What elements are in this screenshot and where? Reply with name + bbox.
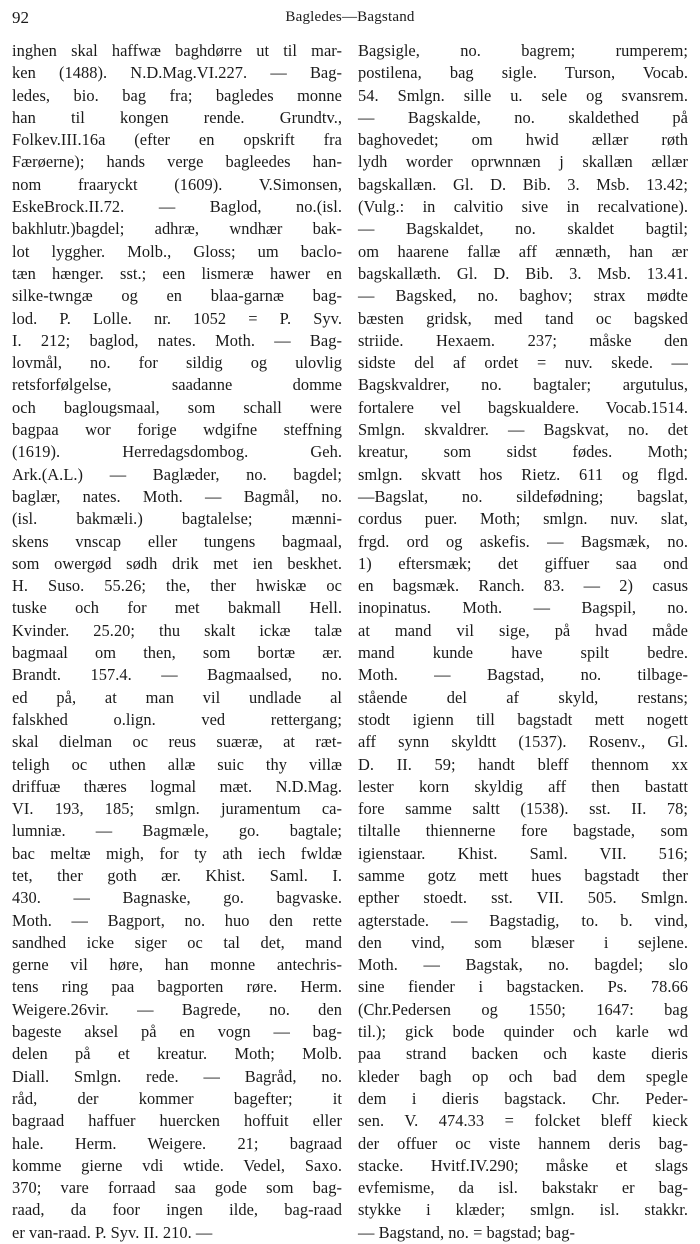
text-line: bakhlutr.)bagdel; adhræ, wndhær bak- xyxy=(12,219,342,239)
text-line: den vind, som blæser i sejlene. xyxy=(358,932,688,952)
text-line: epther stoedt. sst. VII. 505. Smlgn. xyxy=(358,888,688,908)
text-line: EskeBrock.II.72. — Baglod, no.(isl. xyxy=(12,197,342,217)
text-line: bac meltæ migh, for ty ath iech fwldæ xyxy=(12,843,342,863)
text-line: lester korn skyldig aff then bastatt xyxy=(358,776,688,796)
text-line: teligh oc uthen allæ suic thy villæ xyxy=(12,754,342,774)
text-line: Bagsigle, no. bagrem; rumperem; xyxy=(358,41,688,60)
text-line: Moth. — Bagstak, no. bagdel; slo xyxy=(358,955,688,975)
text-line: lovmål, no. for sildig og ulovlig xyxy=(12,353,342,373)
text-line: silke-twngæ og en blaa-garnæ bag- xyxy=(12,286,342,306)
text-line: Ark.(A.L.) — Baglæder, no. bagdel; xyxy=(12,464,342,484)
text-line: och baglougsmaal, som schall were xyxy=(12,397,342,417)
text-line: nom fraaryckt (1609). V.Simonsen, xyxy=(12,174,342,194)
text-line: Weigere.26vir. — Bagrede, no. den xyxy=(12,999,342,1019)
text-line: — Bagskalde, no. skaldethed på xyxy=(358,107,688,127)
left-column xyxy=(12,40,342,1242)
text-line: —Bagslat, no. sildefødning; bagslat, xyxy=(358,486,688,506)
text-line: I. 212; baglod, nates. Moth. — Bag- xyxy=(12,330,342,350)
text-line: falskhed o.lign. ved rettergang; xyxy=(12,709,342,729)
text-line: sine fiender i bagstacken. Ps. 78.66 xyxy=(358,977,688,997)
text-line: bagskallæn. Gl. D. Bib. 3. Msb. 13.42; xyxy=(358,174,688,194)
text-line: skens vnscap eller tungens bagmaal, xyxy=(12,531,342,551)
text-line: han til kongen rende. Grundtv., xyxy=(12,107,342,127)
text-line: tuske och for met bakmall Hell. xyxy=(12,598,342,618)
text-line: baglær, nates. Moth. — Bagmål, no. xyxy=(12,486,342,506)
text-line: ledes, bio. bag fra; bagledes monne xyxy=(12,85,342,105)
text-line: inopinatus. Moth. — Bagspil, no. xyxy=(358,598,688,618)
text-line: inghen skal haffwæ baghdørre ut til mar- xyxy=(12,41,342,60)
text-line: råd, der kommer bagefter; it xyxy=(12,1088,342,1108)
text-line: Diall. Smlgn. rede. — Bagråd, no. xyxy=(12,1066,342,1086)
running-head: Bagledes—Bagstand xyxy=(285,9,415,25)
text-line: cordus puer. Moth; smlgn. nuv. slat, xyxy=(358,509,688,529)
text-line: evfemisme, da isl. bakstakr er bag- xyxy=(358,1178,688,1198)
text-line: Smlgn. skvaldrer. — Bagskvat, no. det xyxy=(358,420,688,440)
text-line: igienstaar. Khist. Saml. VII. 516; xyxy=(358,843,688,863)
text-line: (isl. bakmæli.) bagtalelse; mænni- xyxy=(12,509,342,529)
text-line: Folkev.III.16a (efter en opskrift fra xyxy=(12,130,342,150)
text-line: der offuer oc viste hannem deris bag- xyxy=(358,1133,688,1153)
text-line: smlgn. skvatt hos Rietz. 611 og flgd. xyxy=(358,464,688,484)
text-line: kreatur, som sidst fødes. Moth; xyxy=(358,442,688,462)
text-line: — Bagstand, no. = bagstad; bag- xyxy=(358,1222,576,1242)
text-line: til.); gick bode quinder och karle wd xyxy=(358,1022,688,1042)
text-line: stående del af skyld, restans; xyxy=(358,687,688,707)
text-line: mand kunde have spilt bedre. xyxy=(358,643,688,663)
text-line: bagpaa wor forige wdgifne steffning xyxy=(12,420,342,440)
text-line: som owergød sødh drik met ien beskhet. xyxy=(12,553,342,573)
text-line: stacke. Hvitf.IV.290; måske et slags xyxy=(358,1155,688,1175)
text-line: retsforfølgelse, saadanne domme xyxy=(12,375,342,395)
text-line: hale. Herm. Weigere. 21; bagraad xyxy=(12,1133,342,1153)
text-line: en bagsmæk. Ranch. 83. — 2) casus xyxy=(358,576,688,596)
text-line: 370; vare forraad saa gode som bag- xyxy=(12,1178,342,1198)
text-line: Bagskvaldrer, no. bagtaler; argutulus, xyxy=(358,375,688,395)
text-line: dem i dieris bagstack. Chr. Peder- xyxy=(358,1088,688,1108)
text-line: bæsten gridsk, med tand oc bagsked xyxy=(358,308,688,328)
text-line: tens ring paa bagporten røre. Herm. xyxy=(12,977,342,997)
text-line: lydh worder oprwnnæn j skallæn ællær xyxy=(358,152,688,172)
text-line: sidste del af ordet = nuv. skede. — xyxy=(358,353,688,373)
text-line: (Chr.Pedersen og 1550; 1647: bag xyxy=(358,999,688,1019)
text-columns xyxy=(12,40,688,1242)
text-line: om haarene fallæ aff ænnæth, han ær xyxy=(358,241,688,261)
page-header xyxy=(12,6,688,34)
text-line: H. Suso. 55.26; the, ther hwiskæ oc xyxy=(12,576,342,596)
text-line: kleder bagh op och bad dem spegle xyxy=(358,1066,688,1086)
text-line: lot lyggher. Molb., Gloss; um baclo- xyxy=(12,241,342,261)
text-line: ed på, at man vil undlade al xyxy=(12,687,342,707)
text-line: paa strand backen och kaste dieris xyxy=(358,1044,688,1064)
text-line: bagskallæth. Gl. D. Bib. 3. Msb. 13.41. xyxy=(358,263,688,283)
text-line: er van-raad. P. Syv. II. 210. — xyxy=(12,1222,213,1242)
text-line: D. II. 59; handt bleff thennom xx xyxy=(358,754,688,774)
page-number: 92 xyxy=(12,8,29,27)
text-line: (1619). Herredagsdombog. Geh. xyxy=(12,442,342,462)
text-line: frgd. ord og askefis. — Bagsmæk, no. xyxy=(358,531,688,551)
text-line: bagmaal om then, som bortæ ær. xyxy=(12,643,342,663)
text-line: delen på et kreatur. Moth; Molb. xyxy=(12,1044,342,1064)
text-line: aff synn skyldtt (1537). Rosenv., Gl. xyxy=(358,732,688,752)
text-line: raad, da foor ingen ilde, bag-raad xyxy=(12,1200,342,1220)
text-line: tet, ther goth ær. Khist. Saml. I. xyxy=(12,865,342,885)
text-line: 54. Smlgn. sille u. sele og svansrem. xyxy=(358,85,688,105)
text-line: tiltalle thiennerne fore bagstade, som xyxy=(358,821,688,841)
text-line: ken (1488). N.D.Mag.VI.227. — Bag- xyxy=(12,63,342,83)
text-line: agterstade. — Bagstadig, to. b. vind, xyxy=(358,910,688,930)
text-line: sandhed icke siger oc tal det, mand xyxy=(12,932,342,952)
text-line: sen. V. 474.33 = folcket bleff kieck xyxy=(358,1111,688,1131)
text-line: fore samme saltt (1538). sst. II. 78; xyxy=(358,799,688,819)
text-line: bagraad haffuer huercken hoffuit eller xyxy=(12,1111,342,1131)
text-line: baghovedet; om hwid ællær røth xyxy=(358,130,688,150)
text-line: samme gotz mett hues bagstadt ther xyxy=(358,865,688,885)
text-line: fortalere vel bagskualdere. Vocab.1514. xyxy=(358,397,688,417)
text-line: — Bagsked, no. baghov; strax mødte xyxy=(358,286,688,306)
text-line: gerne vil høre, han monne antechris- xyxy=(12,955,342,975)
text-line: skal dielman oc reus suæræ, at ræt- xyxy=(12,732,342,752)
text-line: (Vulg.: in calvitio sive in recalvatione). xyxy=(358,197,688,217)
text-line: Moth. — Bagstad, no. tilbage- xyxy=(358,665,688,685)
text-line: stodt igienn till bagstadt mett nogett xyxy=(358,709,688,729)
text-line: VI. 193, 185; smlgn. juramentum ca- xyxy=(12,799,342,819)
text-line: striide. Hexaem. 237; måske den xyxy=(358,330,688,350)
text-line: Moth. — Bagport, no. huo den rette xyxy=(12,910,342,930)
text-line: Kvinder. 25.20; thu skalt ickæ talæ xyxy=(12,620,342,640)
text-line: tæn hænger. sst.; een lismeræ hawer en xyxy=(12,263,342,283)
text-line: stykke i klæder; smlgn. isl. stakkr. xyxy=(358,1200,688,1220)
text-line: lod. P. Lolle. nr. 1052 = P. Syv. xyxy=(12,308,342,328)
text-line: at mand vil sige, på hvad måde xyxy=(358,620,688,640)
text-line: 430. — Bagnaske, go. bagvaske. xyxy=(12,888,342,908)
text-line: Færøerne); hands verge bagleedes han- xyxy=(12,152,342,172)
text-line: komme gierne vdi wtide. Vedel, Saxo. xyxy=(12,1155,342,1175)
text-line: 1) eftersmæk; det giffuer saa ond xyxy=(358,553,688,573)
text-line: postilena, bag sigle. Turson, Vocab. xyxy=(358,63,688,83)
text-line: — Bagskaldet, no. skaldet bagtil; xyxy=(358,219,688,239)
right-column xyxy=(358,40,688,1242)
text-line: lumniæ. — Bagmæle, go. bagtale; xyxy=(12,821,342,841)
text-line: bageste aksel på en vogn — bag- xyxy=(12,1022,342,1042)
text-line: driffuæ thæres logmal mæt. N.D.Mag. xyxy=(12,776,342,796)
text-line: Brandt. 157.4. — Bagmaalsed, no. xyxy=(12,665,342,685)
